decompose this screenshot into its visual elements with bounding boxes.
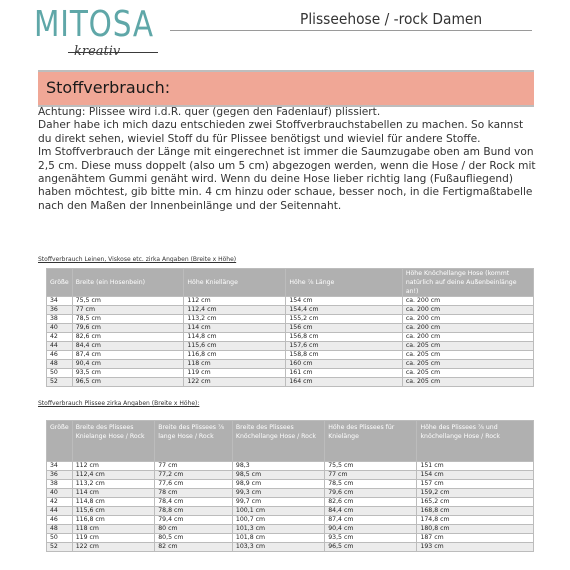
- table-cell: 75,5 cm: [72, 297, 184, 306]
- table-cell: 38: [47, 480, 73, 489]
- table-cell: 90,4 cm: [72, 360, 184, 369]
- table-cell: 44: [47, 342, 73, 351]
- column-header: Höhe Kniellänge: [184, 269, 286, 297]
- table-row: [47, 462, 534, 471]
- table-cell: 78,5 cm: [325, 480, 417, 489]
- table-cell: 157,6 cm: [286, 342, 402, 351]
- table2-caption: Stoffverbrauch Plissee zirka Angaben (Breite x Höhe):: [38, 400, 200, 407]
- table-cell: 119 cm: [72, 534, 155, 543]
- table-cell: 82,6 cm: [325, 498, 417, 507]
- table-cell: ca. 200 cm: [402, 297, 533, 306]
- brand-logo: [34, 4, 159, 72]
- table-cell: 114,8 cm: [184, 333, 286, 342]
- table-cell: 168,8 cm: [417, 507, 534, 516]
- table-cell: 78 cm: [155, 489, 233, 498]
- table-cell: 101,3 cm: [232, 525, 324, 534]
- table-cell: 160 cm: [286, 360, 402, 369]
- table-cell: 82,6 cm: [72, 333, 184, 342]
- table-cell: 101,8 cm: [232, 534, 324, 543]
- table-cell: 90,4 cm: [325, 525, 417, 534]
- table-cell: 154,4 cm: [286, 306, 402, 315]
- table-cell: ca. 200 cm: [402, 333, 533, 342]
- table-cell: 154 cm: [286, 297, 402, 306]
- table-cell: 119 cm: [184, 369, 286, 378]
- table-cell: 79,6 cm: [72, 324, 184, 333]
- title-divider: [170, 30, 532, 31]
- table-cell: 157 cm: [417, 480, 534, 489]
- logo-wordmark: MITOSA: [34, 4, 154, 45]
- table-cell: 93,5 cm: [72, 369, 184, 378]
- table-cell: 34: [47, 297, 73, 306]
- table-cell: 80 cm: [155, 525, 233, 534]
- table-cell: 75,5 cm: [325, 462, 417, 471]
- table-cell: 36: [47, 471, 73, 480]
- column-header: Größe: [47, 421, 73, 462]
- column-header: Höhe Knöchellange Hose (kommt natürlich auf deine Außenbeinlänge an!): [402, 269, 533, 297]
- table-cell: 161 cm: [286, 369, 402, 378]
- table-cell: 180,8 cm: [417, 525, 534, 534]
- table-row: [47, 471, 534, 480]
- table-cell: 159,2 cm: [417, 489, 534, 498]
- column-header: Breite des Plissees Knielange Hose / Rock: [72, 421, 155, 462]
- table-cell: 154 cm: [417, 471, 534, 480]
- table-cell: 42: [47, 498, 73, 507]
- table-cell: ca. 205 cm: [402, 360, 533, 369]
- table-cell: 112 cm: [72, 462, 155, 471]
- table-cell: 158,8 cm: [286, 351, 402, 360]
- table-row: [47, 480, 534, 489]
- table-cell: 114,8 cm: [72, 498, 155, 507]
- column-header: Breite des Plissees ⅞ lange Hose / Rock: [155, 421, 233, 462]
- table-cell: 80,5 cm: [155, 534, 233, 543]
- table-row: [47, 378, 534, 387]
- document-title: Plisseehose / -rock Damen: [300, 10, 483, 28]
- table-cell: 156 cm: [286, 324, 402, 333]
- table-cell: 99,7 cm: [232, 498, 324, 507]
- table-row: [47, 324, 534, 333]
- table-cell: 40: [47, 324, 73, 333]
- table-cell: 151 cm: [417, 462, 534, 471]
- table-cell: 98,3: [232, 462, 324, 471]
- column-header: Höhe des Plissees ⅞ und knöchellange Hose / Rock: [417, 421, 534, 462]
- table-header-row: [47, 269, 534, 297]
- fabric-table-pleated: [46, 420, 534, 552]
- logo-tagline: kreativ: [74, 44, 121, 59]
- table-cell: 96,5 cm: [72, 378, 184, 387]
- table-row: [47, 306, 534, 315]
- table-row: [47, 534, 534, 543]
- table-cell: 113,2 cm: [184, 315, 286, 324]
- table-cell: 114 cm: [184, 324, 286, 333]
- table-row: [47, 498, 534, 507]
- table-cell: 187 cm: [417, 534, 534, 543]
- intro-paragraph: Achtung: Plissee wird i.d.R. quer (gegen den Fadenlauf) plissiert.: [38, 106, 381, 118]
- table-cell: 100,1 cm: [232, 507, 324, 516]
- table-cell: 78,8 cm: [155, 507, 233, 516]
- table-cell: 40: [47, 489, 73, 498]
- table-cell: 82 cm: [155, 543, 233, 552]
- table-cell: 155,2 cm: [286, 315, 402, 324]
- table-cell: 77,6 cm: [155, 480, 233, 489]
- section-header: [38, 70, 534, 107]
- table-cell: 122 cm: [184, 378, 286, 387]
- table-cell: 98,5 cm: [232, 471, 324, 480]
- table-cell: ca. 200 cm: [402, 306, 533, 315]
- table-cell: 38: [47, 315, 73, 324]
- table-cell: 193 cm: [417, 543, 534, 552]
- column-header: Breite (ein Hosenbein): [72, 269, 184, 297]
- table-cell: 103,3 cm: [232, 543, 324, 552]
- column-header: Höhe des Plissees für Knielänge: [325, 421, 417, 462]
- intro-text: [38, 106, 538, 213]
- table-row: [47, 369, 534, 378]
- table-cell: 77,2 cm: [155, 471, 233, 480]
- table-row: [47, 297, 534, 306]
- intro-paragraph: Daher habe ich mich dazu entschieden zwei Stoffverbrauchstabellen zu machen. So kannst du direkt sehen, wieviel Stoff du für Plissee benötigst und wieviel für andere Stoffe.: [38, 119, 524, 145]
- table-cell: 118 cm: [184, 360, 286, 369]
- table-cell: ca. 205 cm: [402, 378, 533, 387]
- table-row: [47, 360, 534, 369]
- table-cell: 84,4 cm: [325, 507, 417, 516]
- table-cell: 52: [47, 378, 73, 387]
- table-row: [47, 342, 534, 351]
- table-cell: 34: [47, 462, 73, 471]
- table-cell: 42: [47, 333, 73, 342]
- table-row: [47, 315, 534, 324]
- table-cell: 164 cm: [286, 378, 402, 387]
- table-cell: ca. 200 cm: [402, 315, 533, 324]
- table-cell: 165,2 cm: [417, 498, 534, 507]
- section-title: Stoffverbrauch:: [46, 78, 171, 97]
- table-cell: 93,5 cm: [325, 534, 417, 543]
- table-cell: 78,4 cm: [155, 498, 233, 507]
- table-cell: ca. 205 cm: [402, 342, 533, 351]
- table-cell: 48: [47, 525, 73, 534]
- table-cell: 98,9 cm: [232, 480, 324, 489]
- table-cell: 77 cm: [325, 471, 417, 480]
- column-header: Breite des Plissees Knöchellange Hose / Rock: [232, 421, 324, 462]
- table-row: [47, 333, 534, 342]
- table-cell: 156,8 cm: [286, 333, 402, 342]
- table-cell: 174,8 cm: [417, 516, 534, 525]
- table-cell: 87,4 cm: [72, 351, 184, 360]
- table-cell: 78,5 cm: [72, 315, 184, 324]
- table-cell: 116,8 cm: [184, 351, 286, 360]
- table-cell: 115,6 cm: [184, 342, 286, 351]
- table-cell: 79,6 cm: [325, 489, 417, 498]
- table1-caption: Stoffverbrauch Leinen, Viskose etc. zirka Angaben (Breite x Höhe): [38, 256, 237, 263]
- table-cell: 50: [47, 534, 73, 543]
- table-cell: 48: [47, 360, 73, 369]
- table-row: [47, 516, 534, 525]
- column-header: Größe: [47, 269, 73, 297]
- table-cell: 112,4 cm: [184, 306, 286, 315]
- table-cell: 99,3 cm: [232, 489, 324, 498]
- table-cell: 100,7 cm: [232, 516, 324, 525]
- table-cell: 115,6 cm: [72, 507, 155, 516]
- column-header: Höhe ⅞ Länge: [286, 269, 402, 297]
- table-cell: 84,4 cm: [72, 342, 184, 351]
- table-row: [47, 543, 534, 552]
- table-cell: 44: [47, 507, 73, 516]
- table-cell: 50: [47, 369, 73, 378]
- table-cell: 122 cm: [72, 543, 155, 552]
- table-cell: 118 cm: [72, 525, 155, 534]
- table-cell: ca. 205 cm: [402, 369, 533, 378]
- table-cell: 87,4 cm: [325, 516, 417, 525]
- table-cell: 112 cm: [184, 297, 286, 306]
- table-cell: 77 cm: [155, 462, 233, 471]
- table-header-row: [47, 421, 534, 462]
- table-row: [47, 525, 534, 534]
- table-cell: 36: [47, 306, 73, 315]
- table-cell: 52: [47, 543, 73, 552]
- table-row: [47, 507, 534, 516]
- table-cell: 79,4 cm: [155, 516, 233, 525]
- table-cell: 114 cm: [72, 489, 155, 498]
- table-cell: 96,5 cm: [325, 543, 417, 552]
- fabric-table-general: [46, 268, 534, 387]
- table-cell: 112,4 cm: [72, 471, 155, 480]
- table-cell: ca. 200 cm: [402, 324, 533, 333]
- table-cell: 113,2 cm: [72, 480, 155, 489]
- table-cell: 46: [47, 351, 73, 360]
- table-cell: 77 cm: [72, 306, 184, 315]
- table-row: [47, 351, 534, 360]
- table-row: [47, 489, 534, 498]
- intro-paragraph: Im Stoffverbrauch der Länge mit eingerechnet ist immer die Saumzugabe oben am Bund von 2,5 cm. Diese muss doppelt (also um 5 cm) abgezogen werden, wenn die Hose / der Rock mit angenähtem Gummi genäht wird. Wenn du deine Hose lieber richtig lang (Fußaufliegend) haben möchtest, gib bitte min. 4 cm hinzu oder schaue, besser noch, in die Fertigmaßtabelle nach den Maßen der Innenbeinlänge und der Seitennaht.: [38, 146, 536, 212]
- table-cell: 46: [47, 516, 73, 525]
- table-cell: 116,8 cm: [72, 516, 155, 525]
- table-cell: ca. 205 cm: [402, 351, 533, 360]
